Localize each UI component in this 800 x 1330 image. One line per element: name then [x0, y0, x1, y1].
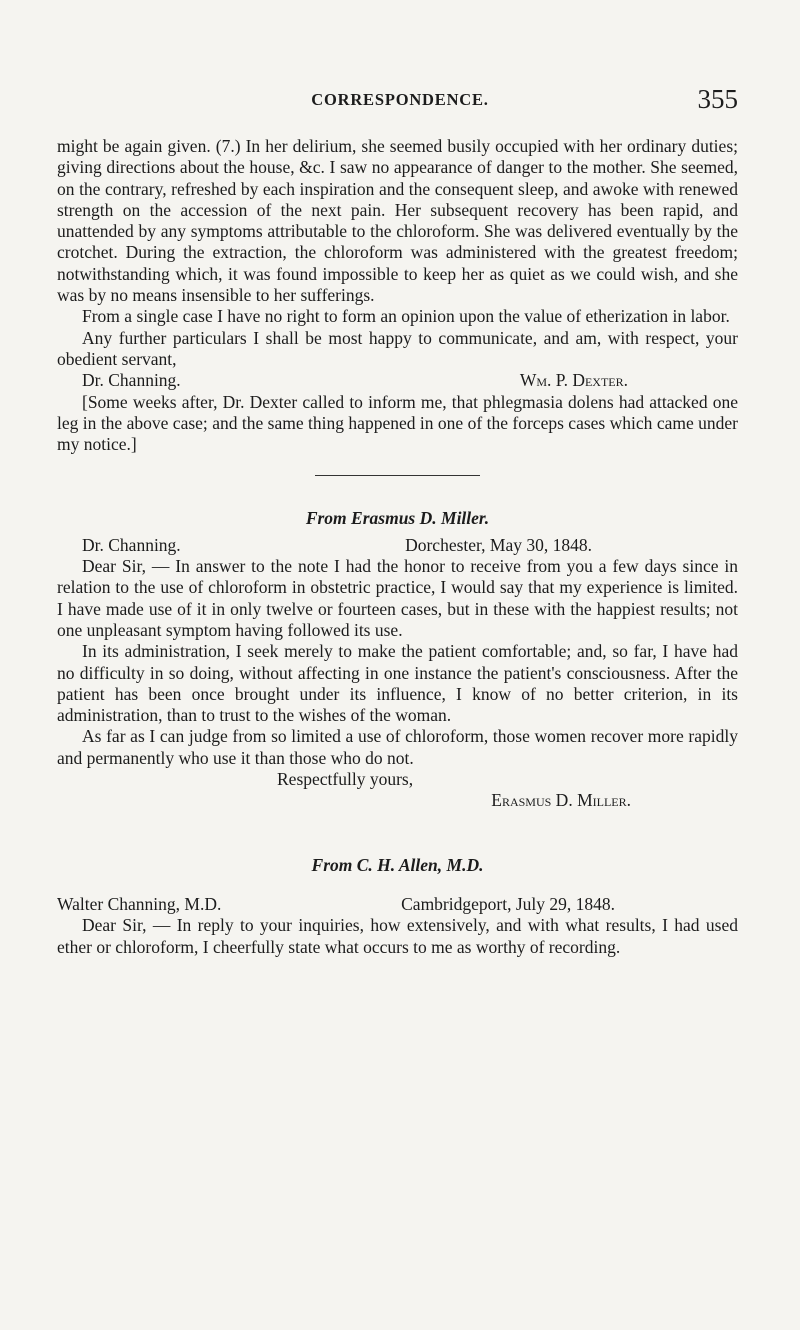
section-divider — [315, 475, 480, 476]
signature: Erasmus D. Miller. — [491, 790, 631, 811]
dateline — [57, 535, 738, 556]
page-header — [0, 84, 800, 120]
addressee: Dr. Channing. — [82, 370, 181, 391]
letter-heading: From Erasmus D. Miller. — [305, 508, 490, 529]
dateline — [57, 894, 738, 915]
signature: Wm. P. Dexter. — [519, 370, 628, 391]
page-number: 355 — [697, 84, 738, 114]
paragraph: In its administration, I seek merely to make the patient comfortable; and, so far, I have had no difficulty in so doing, without affecting in one instance the patient's consciousness. After the patient has been once brought under its influence, I know of no better criterion, in its administration, than to trust to the wishes of the woman. — [57, 641, 738, 726]
addressee: Dr. Channing. — [82, 534, 181, 555]
paragraph: Any further particulars I shall be most happy to communicate, and am, with respect, your obedient servant, — [57, 327, 738, 369]
paragraph: Dear Sir, — In answer to the note I had the honor to receive from you a few days since in relation to the use of chloroform in obstetric practice, I would say that my experience is limited. I have made use of it in only twelve or fourteen cases, but in these with the happiest results; not one unpleasant symptom having followed its use. — [57, 556, 738, 640]
place-date: Dorchester, May 30, 1848. — [405, 534, 592, 555]
paragraph: might be again given. (7.) In her delirium, she seemed busily occupied with her ordinary duties; giving directions about the house, &c. I saw no appearance of danger to the mother. She seemed, on the contrary, refreshed by each inspiration and the consequent sleep, and awoke with renewed strength on the accession of the next pain. Her subsequent recovery has been rapid, and unattended by any symptoms attributable to the chloroform. She was delivered eventually by the crotchet. During the extraction, the chloroform was administered with the greatest freedom; notwithstanding which, it was found impossible to keep her as quiet as we could wish, and she was by no means insensible to her sufferings. — [57, 136, 738, 306]
running-title: CORRESPONDENCE. — [311, 90, 489, 109]
bracket-note: [Some weeks after, Dr. Dexter called to inform me, that phlegmasia dolens had attacked one leg in the above case; and the same thing happened in one of the forceps cases which came under my notice.] — [57, 391, 738, 455]
closing: Respectfully yours, — [277, 769, 414, 790]
letter-heading: From C. H. Allen, M.D. — [311, 854, 484, 875]
body-text — [57, 136, 738, 958]
paragraph: From a single case I have no right to form an opinion upon the value of etherization in labor. — [82, 306, 730, 327]
addressee: Walter Channing, M.D. — [57, 893, 222, 914]
paragraph: As far as I can judge from so limited a use of chloroform, those women recover more rapidly and permanently who use it than those who do not. — [57, 726, 738, 768]
dexter-signoff — [57, 370, 738, 391]
paragraph: Dear Sir, — In reply to your inquiries, how extensively, and with what results, I had used ether or chloroform, I cheerfully state what occurs to me as worthy of recording. — [57, 915, 738, 957]
place-date: Cambridgeport, July 29, 1848. — [401, 893, 615, 914]
